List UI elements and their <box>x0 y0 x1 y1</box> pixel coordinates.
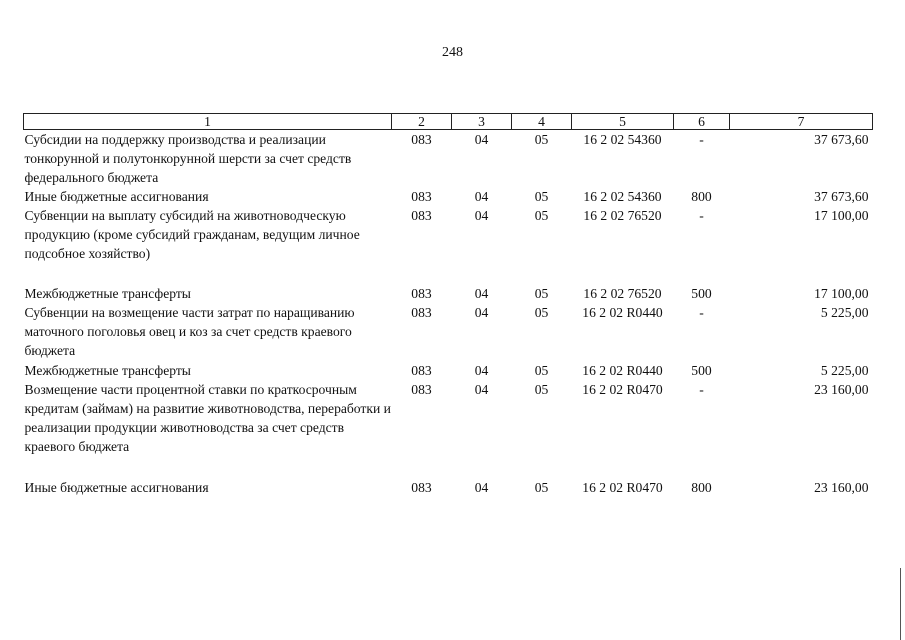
column-header: 2 <box>392 114 452 130</box>
row-description: Субвенции на возмещение части затрат по наращиванию маточного поголовья овец и коз за счет средств краевого бюджета <box>24 305 355 358</box>
subsection-cell: 05 <box>534 480 549 495</box>
row-description: Межбюджетные трансферты <box>24 363 191 378</box>
section-cell: 04 <box>474 208 489 223</box>
row-description: Иные бюджетные ассигнования <box>24 189 209 204</box>
page-number: 248 <box>442 45 463 60</box>
amount-cell: 37 673,60 <box>814 132 869 147</box>
table-row <box>24 380 873 478</box>
table-row <box>24 303 873 361</box>
section-cell: 04 <box>474 305 489 320</box>
row-description: Субсидии на поддержку производства и реализации тонкорунной и полутонкорунной шерсти за счет средств федерального бюджета <box>24 132 352 185</box>
admin-code-cell: 083 <box>411 286 432 301</box>
target-article-cell: 16 2 02 54360 <box>583 132 662 147</box>
amount-cell: 17 100,00 <box>814 286 869 301</box>
expense-type-cell: - <box>699 132 704 147</box>
section-cell: 04 <box>474 132 489 147</box>
admin-code-cell: 083 <box>411 382 432 397</box>
expense-type-cell: - <box>699 305 704 320</box>
subsection-cell: 05 <box>534 132 549 147</box>
table-row <box>24 130 873 188</box>
target-article-cell: 16 2 02 R0440 <box>582 305 663 320</box>
expense-type-cell: 800 <box>691 480 712 495</box>
table-row <box>24 361 873 380</box>
table-row <box>24 187 873 206</box>
subsection-cell: 05 <box>534 382 549 397</box>
row-description: Субвенции на выплату субсидий на животноводческую продукцию (кроме субсидий гражданам, ведущим личное подсобное хозяйство) <box>24 208 360 261</box>
column-header: 3 <box>452 114 512 130</box>
admin-code-cell: 083 <box>411 480 432 495</box>
expense-type-cell: - <box>699 382 704 397</box>
amount-cell: 5 225,00 <box>820 363 869 378</box>
table-row <box>24 206 873 284</box>
subsection-cell: 05 <box>534 363 549 378</box>
admin-code-cell: 083 <box>411 208 432 223</box>
target-article-cell: 16 2 02 76520 <box>583 208 662 223</box>
row-description: Возмещение части процентной ставки по краткосрочным кредитам (займам) на развитие животноводства, переработки и реализации продукции животноводства за счет средств краевого бюджета <box>24 382 391 454</box>
row-description: Межбюджетные трансферты <box>24 286 191 301</box>
target-article-cell: 16 2 02 R0440 <box>582 363 663 378</box>
column-header: 4 <box>512 114 572 130</box>
column-header: 6 <box>674 114 730 130</box>
subsection-cell: 05 <box>534 286 549 301</box>
section-cell: 04 <box>474 382 489 397</box>
expense-type-cell: - <box>699 208 704 223</box>
amount-cell: 37 673,60 <box>814 189 869 204</box>
amount-cell: 23 160,00 <box>814 480 869 495</box>
table-row <box>24 284 873 303</box>
admin-code-cell: 083 <box>411 132 432 147</box>
admin-code-cell: 083 <box>411 189 432 204</box>
scan-edge-line <box>900 568 901 640</box>
budget-table <box>23 113 873 497</box>
target-article-cell: 16 2 02 R0470 <box>582 382 663 397</box>
subsection-cell: 05 <box>534 189 549 204</box>
expense-type-cell: 500 <box>691 286 712 301</box>
section-cell: 04 <box>474 189 489 204</box>
section-cell: 04 <box>474 286 489 301</box>
table-row <box>24 478 873 497</box>
subsection-cell: 05 <box>534 208 549 223</box>
target-article-cell: 16 2 02 76520 <box>583 286 662 301</box>
amount-cell: 17 100,00 <box>814 208 869 223</box>
column-header: 7 <box>730 114 873 130</box>
expense-type-cell: 500 <box>691 363 712 378</box>
row-description: Иные бюджетные ассигнования <box>24 480 209 495</box>
target-article-cell: 16 2 02 R0470 <box>582 480 663 495</box>
target-article-cell: 16 2 02 54360 <box>583 189 662 204</box>
admin-code-cell: 083 <box>411 363 432 378</box>
section-cell: 04 <box>474 363 489 378</box>
expense-type-cell: 800 <box>691 189 712 204</box>
column-header: 5 <box>572 114 674 130</box>
section-cell: 04 <box>474 480 489 495</box>
amount-cell: 5 225,00 <box>820 305 869 320</box>
admin-code-cell: 083 <box>411 305 432 320</box>
column-header: 1 <box>24 114 392 130</box>
table-header-row <box>24 114 873 130</box>
subsection-cell: 05 <box>534 305 549 320</box>
amount-cell: 23 160,00 <box>814 382 869 397</box>
